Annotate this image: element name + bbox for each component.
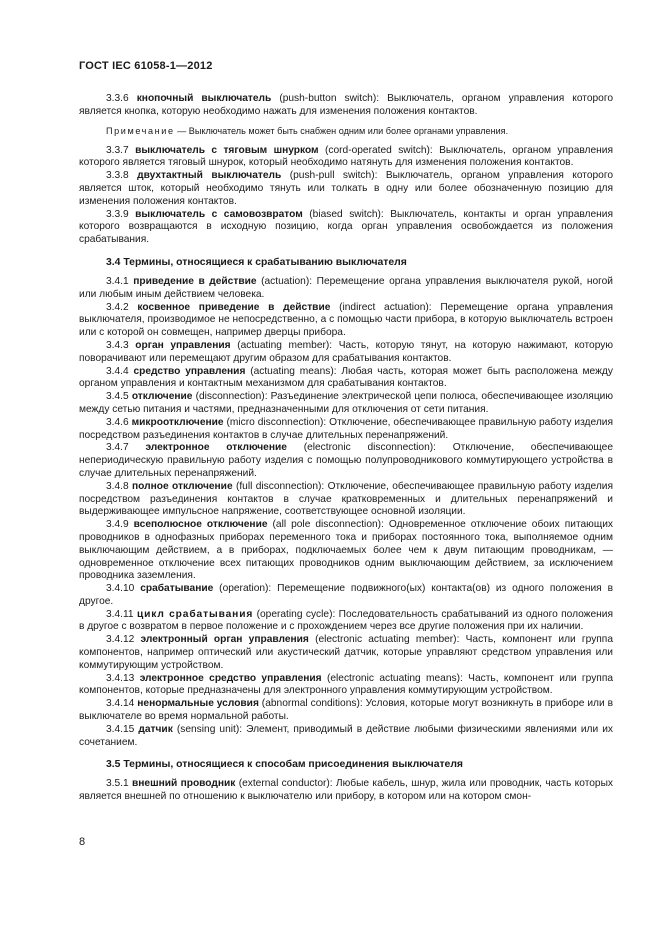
term-title: датчик [138, 723, 173, 735]
term-3-4-13 [79, 673, 613, 699]
clause-number: 3.4.3 [106, 339, 129, 351]
document-header: ГОСТ IEC 61058-1—2012 [79, 60, 213, 72]
clause-number: 3.4.8 [106, 480, 129, 492]
term-3-4-7 [79, 442, 613, 480]
term-title: двухтактный выключатель [137, 170, 282, 182]
clause-number: 3.3.6 [106, 93, 129, 104]
term-3-3-7 [79, 145, 613, 171]
term-title: электронное отключение [145, 442, 287, 454]
clause-number: 3.4.12 [106, 634, 135, 646]
clause-number: 3.4.5 [106, 391, 129, 403]
term-title: выключатель с самовозвратом [135, 208, 303, 220]
term-definition: (cord-operated switch): Выключатель, органом управления которого является тяговый шнурок, который необходимо натянуть для изменения положения контактов. [79, 144, 613, 169]
clause-number: 3.4.10 [106, 583, 135, 595]
clause-number: 3.4.1 [106, 275, 129, 287]
term-3-4-6 [79, 417, 613, 443]
term-definition: (push-pull switch): Выключатель, органом управления которого является шток, который необходимо тянуть или толкать в одну или более обозначенную позицию для изменения положения контактов. [79, 170, 613, 207]
term-definition: (micro disconnection): Отключение, обеспечивающее правильную работу изделия посредством разъединения контактов в случае длительных перенапряжений. [79, 416, 613, 441]
term-3-4-2 [79, 302, 613, 340]
clause-number: 3.4.4 [106, 365, 129, 377]
term-definition: (electronic actuating member): Часть, компонент или группа компонентов, например оптический или акустический датчик, которые управляют средством управления или коммутирующим устройством. [79, 634, 613, 671]
term-title: орган управления [135, 339, 231, 351]
term-title: приведение в действие [133, 275, 257, 287]
term-title: косвенное приведение в действие [137, 301, 331, 313]
term-definition: (electronic disconnection): Отключение, обеспечивающее непериодическую правильную работу изделия с помощью полупроводникового коммутирующего устройства в случае длительных перенапряжений. [79, 442, 613, 479]
term-title: электронное средство управления [139, 672, 322, 684]
clause-number: 3.4.9 [106, 519, 129, 531]
clause-number: 3.4.11 [106, 608, 134, 620]
note-text: — Выключатель может быть снабжен одним или более органами управления. [174, 125, 509, 136]
term-3-4-1 [79, 276, 613, 302]
clause-number: 3.5.1 [106, 778, 129, 790]
term-definition: (abnormal conditions): Условия, которые могут возникнуть в приборе или в выключателе во время нормальной работы. [79, 698, 613, 723]
clause-number: 3.4.15 [106, 723, 135, 735]
term-definition: (all pole disconnection): Одновременное отключение обоих питающих проводников в однофазных приборах переменного тока и приборах постоянного тока, выполняемое одним выключающим действием, а в приборах, подключаемых более чем к двум питающим проводникам, — одновременное отключение всех питающих проводников одним выключающим действием, за исключением проводника заземления. [79, 519, 613, 582]
term-title: внешний проводник [132, 778, 236, 790]
term-3-4-4 [79, 366, 613, 392]
term-title: кнопочный выключатель [136, 93, 272, 104]
section-heading-3-4: 3.4 Термины, относящиеся к срабатыванию выключателя [106, 256, 407, 268]
document-page [79, 60, 613, 804]
term-definition: (electronic actuating means): Часть, компонент или группа компонентов, которые предназначены для электронного управления коммутирующим устройством. [79, 672, 613, 697]
clause-number: 3.3.8 [106, 170, 129, 182]
term-3-4-10 [79, 583, 613, 609]
term-title: цикл срабатывания [136, 608, 254, 620]
term-title: срабатывание [140, 583, 214, 595]
note-label: Примечание [106, 125, 175, 136]
term-definition: (disconnection): Разъединение электрической цепи полюса, обеспечивающее изоляцию между сетью питания и частями, предназначенными для отключения от сети питания. [79, 391, 613, 415]
term-3-3-8 [79, 170, 613, 208]
clause-number: 3.4.14 [106, 698, 135, 710]
term-definition: (sensing unit): Элемент, приводимый в действие любыми физическими явлениями или их сочетанием. [79, 723, 613, 748]
term-definition: (actuation): Перемещение органа управления выключателя рукой, ногой или любым иным действием человека. [79, 275, 613, 300]
term-definition: (indirect actuation): Перемещение органа управления выключателя, производимое не непосредственно, а с помощью части прибора, в которую выключатель встроен или с которой он совмещен, например дверцы прибора. [79, 301, 613, 339]
term-title: полное отключение [132, 480, 233, 492]
clause-number: 3.4.13 [106, 672, 135, 684]
term-3-4-14 [79, 698, 613, 724]
term-definition: (full disconnection): Отключение, обеспечивающее правильную работу изделия посредством разъединения контактов в случае кратковременных и длительных перенапряжений и выдерживающее импульсное напряжение, соответствующее основной изоляции. [79, 480, 614, 518]
term-definition: (actuating means): Любая часть, которая может быть расположена между органом управления и контактным механизмом для срабатывания контактов. [79, 365, 613, 390]
term-title: электронный орган управления [140, 634, 309, 646]
term-3-4-5 [79, 391, 613, 417]
clause-number: 3.3.9 [106, 208, 129, 220]
term-3-4-15 [79, 724, 613, 750]
term-definition: (operating cycle): Последовательность срабатываний из одного положения в другое с возвратом в первое положение и с прохождением через все другие положения при их наличии. [79, 608, 613, 633]
term-3-4-3 [79, 340, 613, 366]
term-title: отключение [131, 391, 193, 403]
clause-number: 3.3.7 [106, 144, 129, 156]
term-definition: (biased switch): Выключатель, контакты и орган управления которого возвращаются в исходную позицию, когда орган управления освобождается из положения срабатывания. [79, 208, 613, 246]
term-title: средство управления [133, 365, 246, 377]
clause-number: 3.4.2 [106, 301, 129, 313]
term-3-4-8 [79, 481, 613, 519]
term-definition: (push-button switch): Выключатель, органом управления которого является кнопка, которую необходимо нажать для изменения положения контактов. [79, 93, 613, 117]
term-definition: (operation): Перемещение подвижного(ых) контакта(ов) из одного положения в другое. [79, 583, 613, 607]
clause-number: 3.4.7 [106, 442, 129, 454]
term-title: выключатель с тяговым шнурком [135, 144, 319, 156]
clause-number: 3.4.6 [106, 416, 129, 428]
term-3-5-1 [79, 778, 613, 804]
term-definition: (external conductor): Любые кабель, шнур, жила или проводник, часть которых является внешней по отношению к выключателю или прибору, в котором или на котором смон- [79, 778, 613, 803]
term-3-4-11 [79, 609, 613, 635]
term-title: всеполюсное отключение [133, 519, 268, 531]
page-number: 8 [79, 836, 86, 848]
term-3-4-12 [79, 634, 613, 672]
term-title: ненормальные условия [137, 698, 259, 710]
section-heading-3-5: 3.5 Термины, относящиеся к способам присоединения выключателя [106, 759, 463, 771]
term-3-3-9 [79, 209, 613, 247]
term-3-4-9 [79, 519, 613, 583]
note [79, 125, 613, 137]
term-definition: (actuating member): Часть, которую тянут, на которую нажимают, которую поворачивают или перемещают другим образом для срабатывания контактов. [79, 339, 613, 364]
term-title: микроотключение [131, 416, 224, 428]
term-3-3-6 [79, 93, 613, 119]
